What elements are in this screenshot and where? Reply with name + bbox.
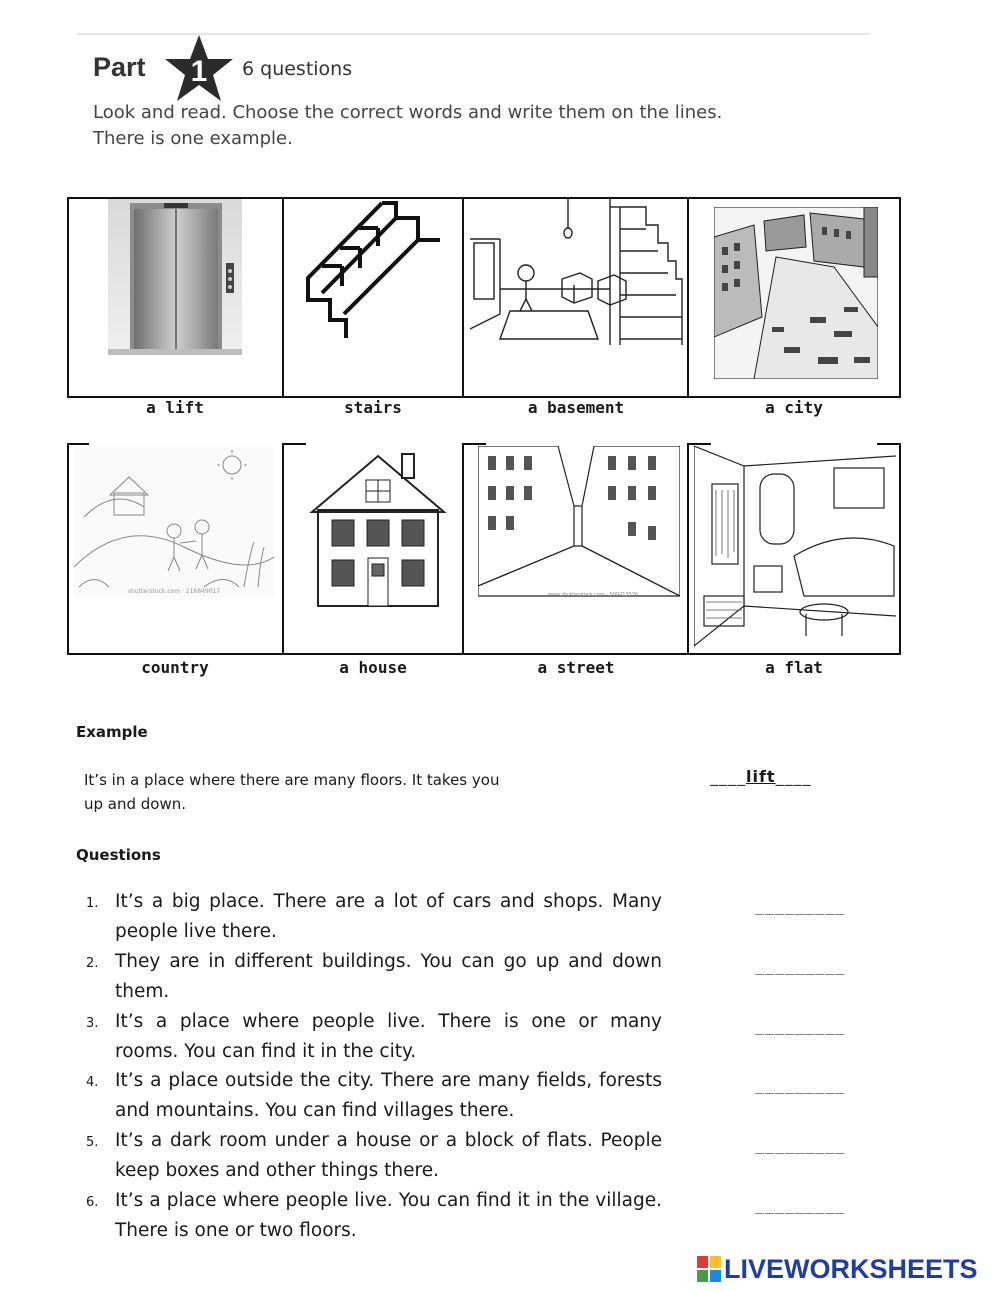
liveworksheets-logo-icon	[697, 1256, 721, 1282]
question-2	[86, 947, 662, 1007]
stairs-image	[300, 200, 445, 340]
example-answer-prefix: ____	[710, 767, 746, 786]
answer-blank-4[interactable]: _________	[755, 1076, 846, 1094]
caption-house: a house	[339, 658, 407, 677]
question-5	[86, 1126, 662, 1186]
caption-city: a city	[765, 398, 823, 417]
question-count: 6 questions	[242, 58, 353, 80]
countryside-image	[74, 447, 274, 597]
liveworksheets-brand[interactable]	[697, 1254, 978, 1284]
star-icon	[163, 33, 235, 105]
question-number: 3.	[86, 1016, 99, 1031]
answer-blank-2[interactable]: _________	[755, 957, 846, 975]
question-number: 1.	[86, 896, 99, 911]
question-text: It’s a place where people live. There is one or many rooms. You can find it in the city.	[115, 1011, 662, 1062]
instructions	[93, 100, 853, 152]
elevator-image	[108, 199, 242, 355]
example-line-2: up and down.	[84, 795, 187, 813]
example-answer-suffix: ____	[775, 767, 812, 786]
question-number: 6.	[86, 1195, 99, 1210]
question-text: It’s a dark room under a house or a block of flats. People keep boxes and other things there.	[115, 1130, 662, 1181]
answer-blank-6[interactable]: _________	[755, 1196, 846, 1214]
countryside-watermark: shutterstock.com · 216849017	[127, 588, 221, 595]
example-line-1: It’s in a place where there are many floors. It takes you	[84, 771, 500, 789]
part-label: Part	[93, 52, 146, 82]
questions-heading: Questions	[76, 846, 161, 864]
example-text	[84, 768, 604, 816]
answer-blank-3[interactable]: _________	[755, 1017, 846, 1035]
answer-blank-5[interactable]: _________	[755, 1136, 846, 1154]
example-answer	[710, 767, 812, 786]
question-text: It’s a place outside the city. There are many fields, forests and mountains. You can find villages there.	[115, 1070, 662, 1121]
question-number: 5.	[86, 1135, 99, 1150]
question-text: It’s a place where people live. You can find it in the village. There is one or two floors.	[115, 1190, 662, 1241]
question-6	[86, 1186, 662, 1246]
question-4	[86, 1066, 662, 1126]
caption-lift: a lift	[146, 398, 204, 417]
flat-image	[694, 446, 896, 652]
question-number: 2.	[86, 956, 99, 971]
brand-name: LIVEWORKSHEETS	[724, 1253, 978, 1284]
part-number: 1	[190, 55, 208, 88]
answer-blank-1[interactable]: _________	[755, 897, 846, 915]
caption-stairs: stairs	[344, 398, 402, 417]
example-heading: Example	[76, 723, 148, 741]
street-image	[478, 446, 680, 600]
question-text: They are in different buildings. You can go up and down them.	[115, 951, 662, 1002]
caption-street: a street	[537, 658, 615, 677]
basement-image	[470, 199, 686, 345]
instruction-line-2: There is one example.	[93, 128, 293, 149]
street-watermark: www.shutterstock.com · 509713576	[547, 592, 639, 598]
question-1	[86, 887, 662, 947]
instruction-line-1: Look and read. Choose the correct words and write them on the lines.	[93, 102, 723, 123]
question-number: 4.	[86, 1075, 99, 1090]
caption-basement: a basement	[527, 398, 625, 417]
house-image	[304, 450, 452, 610]
question-3	[86, 1007, 662, 1067]
caption-country: country	[141, 658, 209, 677]
example-answer-word: lift	[746, 767, 776, 786]
question-text: It’s a big place. There are a lot of cars and shops. Many people live there.	[115, 891, 662, 942]
city-image	[714, 207, 878, 379]
caption-flat: a flat	[765, 658, 823, 677]
